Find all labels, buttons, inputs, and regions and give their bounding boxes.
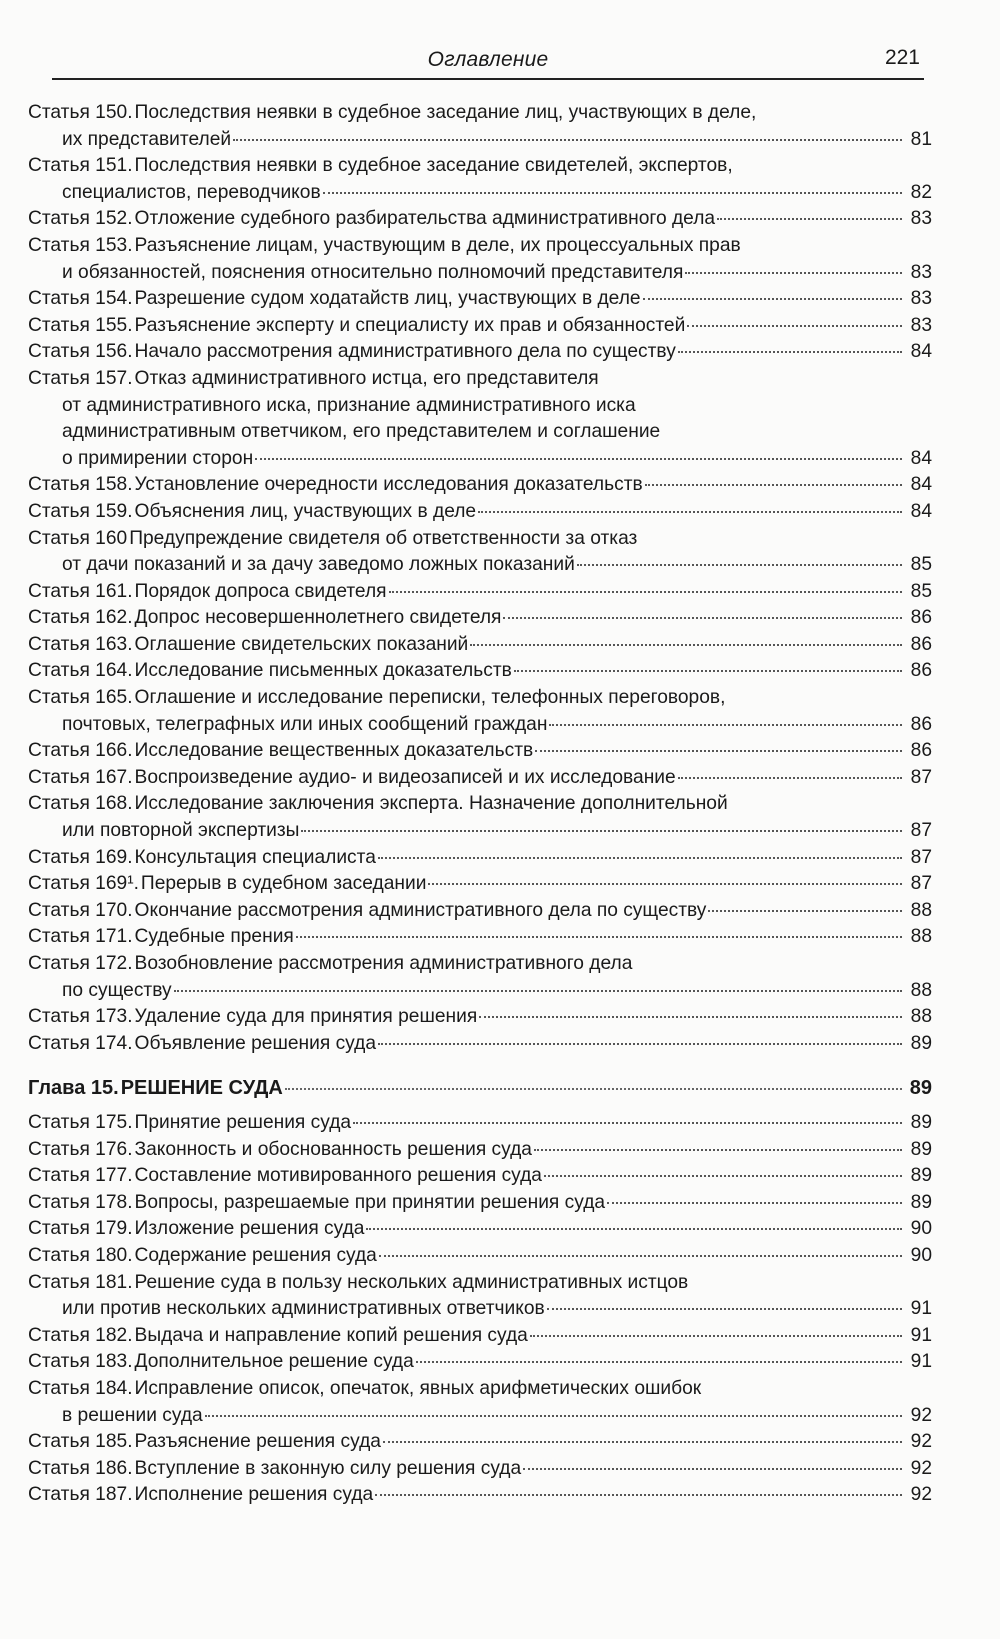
entry-first-line <box>28 1270 932 1297</box>
running-header <box>52 44 924 80</box>
article-title: Исследование письменных доказательств <box>134 660 512 682</box>
article-label: Статья 169. <box>28 846 133 868</box>
page-ref: 91 <box>910 1351 932 1373</box>
dot-leader <box>547 1308 902 1310</box>
article-label: Статья 169¹. <box>28 873 139 895</box>
page-ref: 92 <box>910 1431 932 1453</box>
dot-leader <box>301 830 902 832</box>
dot-leader <box>428 883 902 885</box>
entry-first-line <box>28 605 932 632</box>
dot-leader <box>717 218 902 220</box>
entry-first-line <box>28 1243 932 1270</box>
article-label: Статья 186. <box>28 1457 133 1479</box>
chapter-entry <box>28 1075 932 1102</box>
page-ref: 83 <box>910 314 932 336</box>
toc-entry <box>28 1137 932 1164</box>
entry-first-line <box>28 206 932 233</box>
article-label: Статья 152. <box>28 208 133 230</box>
article-title: Законность и обоснованность решения суда <box>134 1138 532 1160</box>
dot-leader <box>366 1228 902 1230</box>
page-ref: 86 <box>910 607 932 629</box>
article-label: Статья 158. <box>28 474 133 496</box>
article-title: почтовых, телеграфных или иных сообщений граждан <box>62 713 548 735</box>
article-title: Окончание рассмотрения административного дела по существу <box>134 899 707 921</box>
toc-entry <box>28 100 932 153</box>
entry-first-line <box>28 100 932 127</box>
entry-first-line <box>28 1163 932 1190</box>
page-ref: 84 <box>910 500 932 522</box>
toc-entry <box>28 1376 932 1429</box>
page-ref: 83 <box>910 208 932 230</box>
page-ref: 87 <box>910 766 932 788</box>
page-ref: 91 <box>910 1298 932 1320</box>
toc-entry <box>28 472 932 499</box>
entry-first-line <box>28 579 932 606</box>
toc-entry <box>28 1456 932 1483</box>
chapter-title: РЕШЕНИЕ СУДА <box>120 1077 283 1100</box>
dot-leader <box>685 272 902 274</box>
article-label: Статья 161. <box>28 580 133 602</box>
article-label: Статья 153. <box>28 234 133 256</box>
dot-leader <box>416 1361 902 1363</box>
entry-first-line <box>28 632 932 659</box>
article-title: Разрешение судом ходатайств лиц, участвующих в деле <box>134 288 641 310</box>
article-title: Объявление решения суда <box>134 1032 376 1054</box>
page-ref: 82 <box>910 181 932 203</box>
entry-continuation-line <box>28 1296 932 1323</box>
article-title: Вступление в законную силу решения суда <box>134 1457 522 1479</box>
article-title: Разъяснение эксперту и специалисту их прав и обязанностей <box>134 314 686 336</box>
dot-leader <box>479 1016 902 1018</box>
toc-entry <box>28 845 932 872</box>
page-ref: 84 <box>910 341 932 363</box>
toc-entry <box>28 951 932 1004</box>
dot-leader <box>353 1122 902 1124</box>
article-label: Статья 167. <box>28 766 133 788</box>
article-title: специалистов, переводчиков <box>62 181 321 203</box>
page-ref: 89 <box>910 1138 932 1160</box>
dot-leader <box>607 1202 902 1204</box>
page-ref: 87 <box>910 846 932 868</box>
article-label: Статья 166. <box>28 740 133 762</box>
dot-leader <box>514 670 902 672</box>
toc-entry <box>28 658 932 685</box>
article-title: или повторной экспертизы <box>62 820 300 842</box>
article-label: Статья 181. <box>28 1271 133 1293</box>
dot-leader <box>375 1494 902 1496</box>
article-label: Статья 176. <box>28 1138 133 1160</box>
dot-leader <box>678 777 902 779</box>
article-title: по существу <box>62 979 172 1001</box>
toc-entry <box>28 765 932 792</box>
article-title: Изложение решения суда <box>134 1218 365 1240</box>
article-title: Принятие решения суда <box>134 1111 352 1133</box>
entry-first-line <box>28 845 932 872</box>
page-ref: 89 <box>910 1191 932 1213</box>
article-label: Статья 162. <box>28 607 133 629</box>
entry-first-line <box>28 233 932 260</box>
article-label: Статья 174. <box>28 1032 133 1054</box>
article-title: Вопросы, разрешаемые при принятии решения суда <box>134 1191 606 1213</box>
article-label: Статья 177. <box>28 1165 133 1187</box>
article-label: Статья 150. <box>28 102 133 123</box>
article-title: Консультация специалиста <box>134 846 376 868</box>
dot-leader <box>645 484 902 486</box>
article-title: Перерыв в судебном заседании <box>140 873 427 895</box>
dot-leader <box>379 1255 902 1257</box>
article-title: Исследование заключения эксперта. Назначение дополнительной <box>134 793 728 815</box>
article-label: Статья 156. <box>28 341 133 363</box>
article-label: Статья 178. <box>28 1191 133 1213</box>
article-title: о примирении сторон <box>62 447 254 469</box>
dot-leader <box>478 511 902 513</box>
dot-leader <box>523 1468 902 1470</box>
article-title: Дополнительное решение суда <box>134 1351 414 1373</box>
dot-leader <box>678 351 902 353</box>
dot-leader <box>503 617 902 619</box>
article-label: Статья 172. <box>28 953 133 974</box>
article-title: Порядок допроса свидетеля <box>134 580 387 602</box>
toc-entry <box>28 1323 932 1350</box>
toc-entry <box>28 1004 932 1031</box>
dot-leader <box>174 990 902 992</box>
page-ref: 86 <box>910 713 932 735</box>
article-label: Статья 179. <box>28 1218 133 1240</box>
article-label: Статья 187. <box>28 1484 133 1506</box>
article-label: Статья 175. <box>28 1111 133 1133</box>
article-label: Статья 180. <box>28 1244 133 1266</box>
dot-leader <box>470 644 902 646</box>
article-title: Оглашение и исследование переписки, телефонных переговоров, <box>134 687 726 709</box>
entry-first-line <box>28 765 932 792</box>
dot-leader <box>535 750 902 752</box>
article-title: Последствия неявки в судебное заседание свидетелей, экспертов, <box>134 155 733 177</box>
page-ref: 89 <box>910 1032 932 1054</box>
toc-entry <box>28 871 932 898</box>
table-of-contents <box>28 100 932 1509</box>
entry-first-line <box>28 738 932 765</box>
toc-entry <box>28 499 932 526</box>
article-title: Решение суда в пользу нескольких административных истцов <box>134 1271 689 1293</box>
toc-entry <box>28 1163 932 1190</box>
page-ref: 88 <box>910 899 932 921</box>
page-ref: 88 <box>910 979 932 1001</box>
dot-leader <box>378 857 902 859</box>
page-ref: 88 <box>910 926 932 948</box>
toc-entry <box>28 1031 932 1058</box>
toc-entry <box>28 1243 932 1270</box>
toc-entry <box>28 206 932 233</box>
article-title: Воспроизведение аудио- и видеозаписей и их исследование <box>134 766 676 788</box>
toc-entry <box>28 153 932 206</box>
article-label: Статья 185. <box>28 1431 133 1453</box>
entry-continuation-line <box>28 1403 932 1430</box>
article-title: Судебные прения <box>134 926 294 948</box>
article-title: Исправление описок, опечаток, явных арифметических ошибок <box>134 1377 702 1399</box>
page-ref: 91 <box>910 1324 932 1346</box>
article-label: Статья 151. <box>28 155 133 177</box>
toc-entry <box>28 1482 932 1509</box>
entry-continuation-line <box>28 393 932 420</box>
dot-leader <box>534 1149 902 1151</box>
dot-leader <box>323 192 902 194</box>
article-title: Удаление суда для принятия решения <box>134 1006 478 1028</box>
entry-first-line <box>28 951 932 978</box>
article-title: Выдача и направление копий решения суда <box>134 1324 528 1346</box>
page-ref: 89 <box>910 1165 932 1187</box>
page-ref: 85 <box>910 554 932 576</box>
article-label: Статья 157. <box>28 367 133 389</box>
page-ref: 83 <box>910 261 932 283</box>
article-title: Исполнение решения суда <box>134 1484 374 1506</box>
page-ref: 87 <box>910 873 932 895</box>
toc-entry <box>28 366 932 472</box>
toc-entry <box>28 233 932 286</box>
page-ref: 86 <box>910 660 932 682</box>
toc-entry <box>28 1216 932 1243</box>
entry-continuation-line <box>28 712 932 739</box>
entry-first-line <box>28 871 932 898</box>
article-label: Статья 163. <box>28 633 133 655</box>
article-label: Статья 182. <box>28 1324 133 1346</box>
entry-first-line <box>28 791 932 818</box>
page-ref: 89 <box>910 1111 932 1133</box>
toc-entry <box>28 1429 932 1456</box>
entry-first-line <box>28 286 932 313</box>
page-ref: 90 <box>910 1244 932 1266</box>
dot-leader <box>285 1088 902 1090</box>
page-ref: 92 <box>910 1457 932 1479</box>
article-title: их представителей <box>62 128 232 150</box>
article-label: Статья 168. <box>28 793 133 815</box>
toc-entry <box>28 313 932 340</box>
dot-leader <box>389 591 902 593</box>
toc-entry <box>28 339 932 366</box>
article-label: Статья 160 <box>28 527 128 549</box>
article-title: Возобновление рассмотрения административного дела <box>134 953 633 974</box>
entry-continuation-line <box>28 419 932 446</box>
toc-entry <box>28 632 932 659</box>
entry-first-line <box>28 1349 932 1376</box>
entry-first-line <box>28 526 932 553</box>
page-ref: 86 <box>910 740 932 762</box>
page-ref: 84 <box>910 447 932 469</box>
dot-leader <box>544 1175 902 1177</box>
article-label: Статья 159. <box>28 500 133 522</box>
article-title: Составление мотивированного решения суда <box>134 1165 542 1187</box>
article-title: Разъяснение решения суда <box>134 1431 381 1453</box>
entry-first-line <box>28 685 932 712</box>
toc-entry <box>28 1110 932 1137</box>
dot-leader <box>577 564 902 566</box>
toc-entry <box>28 1349 932 1376</box>
entry-first-line <box>28 1323 932 1350</box>
entry-first-line <box>28 898 932 925</box>
toc-entry <box>28 738 932 765</box>
entry-continuation-line <box>28 180 932 207</box>
page-ref: 87 <box>910 820 932 842</box>
article-title: Оглашение свидетельских показаний <box>134 633 469 655</box>
dot-leader <box>233 139 902 141</box>
entry-first-line <box>28 366 932 393</box>
toc-entry <box>28 685 932 738</box>
entry-continuation-line <box>28 818 932 845</box>
page-ref: 85 <box>910 580 932 602</box>
toc-entry <box>28 924 932 951</box>
dot-leader <box>687 325 902 327</box>
entry-continuation-line <box>28 978 932 1005</box>
entry-first-line <box>28 339 932 366</box>
article-title: от дачи показаний и за дачу заведомо ложных показаний <box>62 554 575 576</box>
article-title: Последствия неявки в судебное заседание лиц, участвующих в деле, <box>134 102 757 123</box>
page-ref: 84 <box>910 474 932 496</box>
entry-first-line <box>28 924 932 951</box>
article-title: Исследование вещественных доказательств <box>134 740 534 762</box>
chapter-label: Глава 15. <box>28 1077 119 1100</box>
entry-first-line <box>28 1216 932 1243</box>
entry-first-line <box>28 1376 932 1403</box>
article-title: Объяснения лиц, участвующих в деле <box>134 500 477 522</box>
article-title: или против нескольких административных ответчиков <box>62 1298 545 1320</box>
entry-continuation-line <box>28 552 932 579</box>
page-ref: 83 <box>910 288 932 310</box>
page-ref: 81 <box>910 128 932 150</box>
dot-leader <box>378 1043 902 1045</box>
article-label: Статья 173. <box>28 1006 133 1028</box>
article-title: Предупреждение свидетеля об ответственности за отказ <box>129 527 638 549</box>
dot-leader <box>708 910 902 912</box>
entry-first-line <box>28 499 932 526</box>
article-title: Начало рассмотрения административного дела по существу <box>134 341 676 363</box>
article-title: Допрос несовершеннолетнего свидетеля <box>134 607 502 629</box>
article-title: Отказ административного истца, его представителя <box>134 367 599 389</box>
page-ref: 92 <box>910 1404 932 1426</box>
chapter-page-ref: 89 <box>909 1077 932 1100</box>
page-ref: 90 <box>910 1218 932 1240</box>
chapter-line <box>28 1075 932 1102</box>
entry-first-line <box>28 1190 932 1217</box>
toc-entry <box>28 898 932 925</box>
entry-continuation-line <box>28 446 932 473</box>
article-title: от административного иска, признание административного иска <box>62 394 636 416</box>
toc-entry <box>28 1190 932 1217</box>
toc-entry <box>28 605 932 632</box>
article-label: Статья 164. <box>28 660 133 682</box>
entry-first-line <box>28 1110 932 1137</box>
entry-continuation-line <box>28 127 932 154</box>
article-title: и обязанностей, пояснения относительно полномочий представителя <box>62 261 684 283</box>
article-label: Статья 154. <box>28 288 133 310</box>
toc-entry <box>28 791 932 844</box>
page-title: Оглавление <box>427 48 549 71</box>
page-number: 221 <box>884 46 920 69</box>
toc-entry <box>28 526 932 579</box>
toc-entry <box>28 579 932 606</box>
entry-first-line <box>28 472 932 499</box>
dot-leader <box>530 1335 902 1337</box>
article-title: административным ответчиком, его представителем и соглашение <box>62 421 661 443</box>
entry-first-line <box>28 1482 932 1509</box>
dot-leader <box>296 936 902 938</box>
article-label: Статья 170. <box>28 899 133 921</box>
article-label: Статья 155. <box>28 314 133 336</box>
toc-entries-after-chapter <box>28 1110 932 1509</box>
page-ref: 86 <box>910 633 932 655</box>
page-ref: 88 <box>910 1006 932 1028</box>
toc-entry <box>28 1270 932 1323</box>
entry-first-line <box>28 153 932 180</box>
article-title: Содержание решения суда <box>134 1244 377 1266</box>
dot-leader <box>255 458 902 460</box>
entry-first-line <box>28 1456 932 1483</box>
article-label: Статья 171. <box>28 926 133 948</box>
article-title: Установление очередности исследования доказательств <box>134 474 643 496</box>
entry-first-line <box>28 313 932 340</box>
entry-first-line <box>28 1004 932 1031</box>
article-label: Статья 165. <box>28 687 133 709</box>
page-ref: 92 <box>910 1484 932 1506</box>
entry-first-line <box>28 1429 932 1456</box>
entry-continuation-line <box>28 260 932 287</box>
toc-entry <box>28 286 932 313</box>
article-title: Разъяснение лицам, участвующим в деле, их процессуальных прав <box>134 234 741 256</box>
dot-leader <box>383 1441 902 1443</box>
entry-first-line <box>28 658 932 685</box>
dot-leader <box>643 298 902 300</box>
article-title: в решении суда <box>62 1404 203 1426</box>
dot-leader <box>205 1415 902 1417</box>
entry-first-line <box>28 1137 932 1164</box>
article-title: Отложение судебного разбирательства административного дела <box>134 208 716 230</box>
article-label: Статья 184. <box>28 1377 133 1399</box>
toc-entries-before-chapter <box>28 100 932 1057</box>
entry-first-line <box>28 1031 932 1058</box>
article-label: Статья 183. <box>28 1351 133 1373</box>
dot-leader <box>549 724 902 726</box>
